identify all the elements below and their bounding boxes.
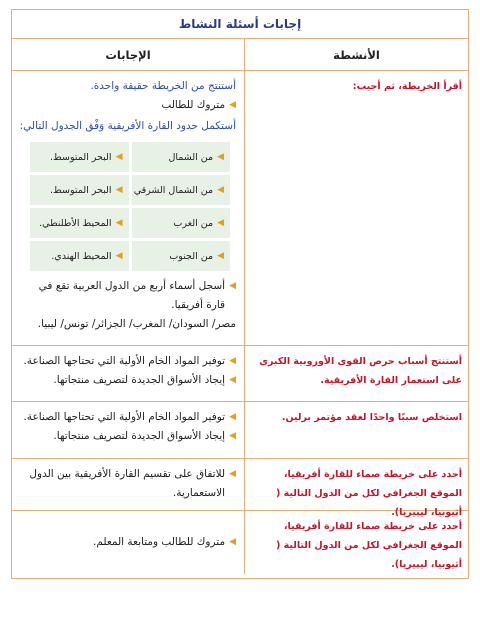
table-cell: ◀ المحيط الهندي. (30, 241, 129, 271)
triangle-bullet-icon: ◀ (229, 469, 236, 479)
triangle-bullet-icon: ◀ (217, 184, 224, 195)
list-item: ◀ متروك للطالب ومتابعة المعلم. (93, 533, 236, 552)
table-row (12, 402, 468, 459)
borders-table (30, 142, 230, 271)
list-item: ◀ إيجاد الأسواق الجديدة لتصريف منتجاتها. (18, 371, 236, 390)
page-title: إجابات أسئلة النشاط (178, 17, 302, 31)
answer-cell (12, 346, 244, 401)
question-text: أستكمل حدود القارة الأفريقية وَفْق الجدول التالي: (19, 120, 236, 132)
answer-cell (12, 459, 244, 510)
activity-cell (244, 459, 468, 518)
header-answers: الإجابات (105, 47, 151, 62)
triangle-bullet-icon: ◀ (229, 537, 236, 547)
activity-text: استخلص سببًا واحدًا لعقد مؤتمر برلين. (281, 412, 462, 423)
triangle-bullet-icon: ◀ (217, 217, 224, 228)
answer-cell (12, 402, 244, 458)
activity-text: أحدد على خريطة صماء للقارة أفريقيا، الموقع الجغرافي لكل من الدول التالية ( أثيوبيا، ليبيريا). (275, 469, 462, 518)
activity-text: أستنتج أسباب حرص القوى الأوروبية الكبرى على استعمار القارة الأفريقية. (259, 356, 462, 386)
table-cell: ◀ المحيط الأطلنطي. (30, 208, 129, 238)
header-row (12, 39, 468, 71)
list-item: ◀ إيجاد الأسواق الجديدة لتصريف منتجاتها. (18, 427, 236, 446)
triangle-bullet-icon: ◀ (115, 184, 123, 195)
answer-text: مصر/ السودان/ المغرب/ الجزائر/ تونس/ ليبيا. (37, 318, 236, 330)
table-cell: ◀ من الشمال الشرقي (132, 175, 231, 205)
table-cell: ◀ من الجنوب (132, 241, 231, 271)
answer-cell (12, 511, 244, 574)
table-row (12, 71, 468, 346)
triangle-bullet-icon: ◀ (229, 412, 236, 422)
question-text: أسجل أسماء أربع من الدول العربية تقع في قارة أفريقيا. (38, 280, 226, 311)
triangle-bullet-icon: ◀ (217, 250, 224, 261)
table-cell: ◀ البحر المتوسط. (30, 142, 129, 172)
header-activities: الأنشطة (244, 39, 468, 70)
list-item: ◀ توفير المواد الخام الأولية التي تحتاجها الصناعة. (18, 408, 236, 427)
question-line (18, 117, 236, 136)
triangle-bullet-icon: ◀ (229, 100, 236, 110)
activity-cell (244, 511, 468, 574)
activity-text: أحدد على خريطة صماء للقارة أفريقيا، الموقع الجغرافي لكل من الدول التالية ( أثيوبيا، ليبيريا). (275, 521, 462, 570)
triangle-bullet-icon: ◀ (115, 250, 123, 261)
list-item: ◀ توفير المواد الخام الأولية التي تحتاجها الصناعة. (18, 352, 236, 371)
table-cell: ◀ من الغرب (132, 208, 231, 238)
question-text: أستنتج من الخريطة حقيقة واحدة. (90, 80, 236, 92)
triangle-bullet-icon: ◀ (229, 375, 236, 385)
table-row (12, 459, 468, 518)
answers-table (11, 9, 469, 579)
table-row (12, 511, 468, 574)
triangle-bullet-icon: ◀ (115, 217, 123, 228)
list-item (18, 96, 236, 115)
table-cell: ◀ من الشمال (132, 142, 231, 172)
activity-cell (244, 346, 468, 401)
activity-text: أقرأ الخريطة، ثم أجيب: (352, 81, 462, 92)
answer-text: متروك للطالب (161, 99, 226, 111)
list-item (18, 277, 236, 315)
table-row (12, 346, 468, 402)
list-item: ◀ للاتفاق على تقسيم القارة الأفريقية بين الدول الاستعمارية. (18, 465, 236, 503)
question-line (18, 77, 236, 96)
triangle-bullet-icon: ◀ (229, 356, 236, 366)
activity-cell (244, 71, 468, 345)
answer-cell (12, 71, 244, 345)
activity-cell (244, 402, 468, 458)
triangle-bullet-icon: ◀ (229, 431, 236, 441)
triangle-bullet-icon: ◀ (229, 281, 236, 291)
triangle-bullet-icon: ◀ (115, 151, 123, 162)
table-cell: ◀ البحر المتوسط. (30, 175, 129, 205)
title-bar (12, 10, 468, 39)
triangle-bullet-icon: ◀ (217, 151, 224, 162)
